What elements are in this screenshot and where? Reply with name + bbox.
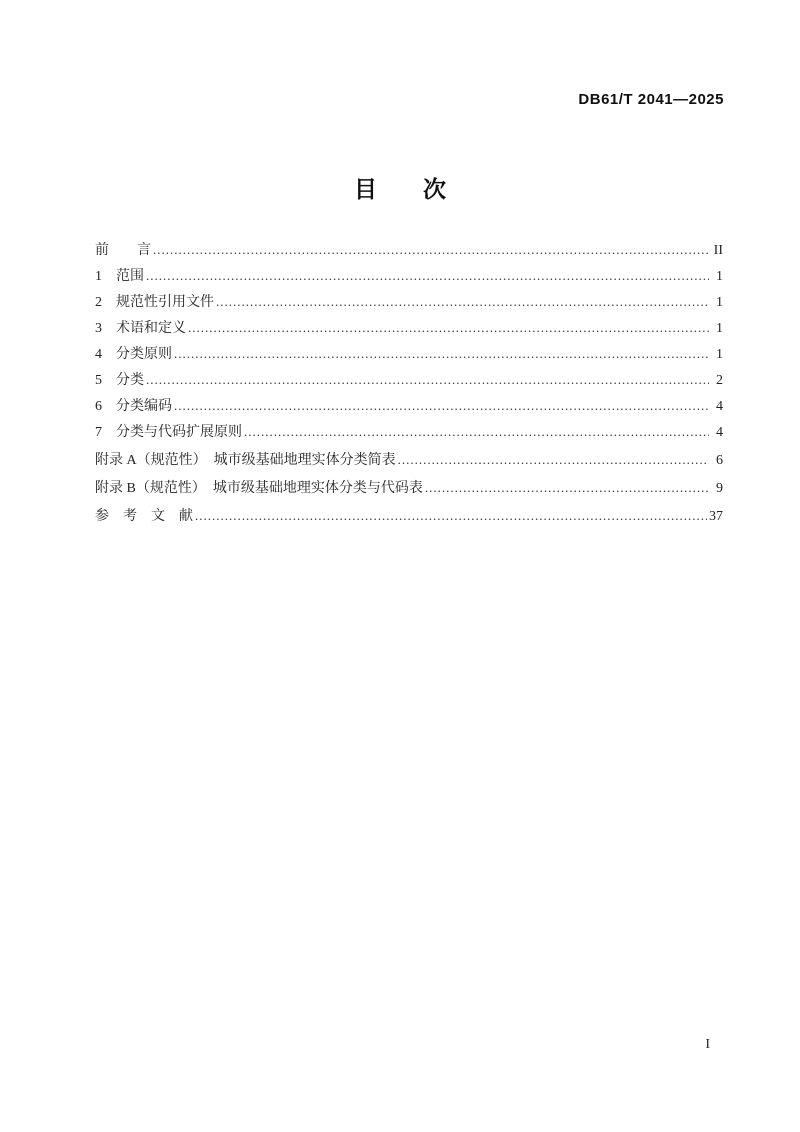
toc-entry	[95, 289, 723, 315]
toc-entry-label: 参 考 文 献	[95, 509, 193, 524]
toc-entry-page: 4	[716, 425, 723, 440]
dot-leader	[174, 341, 709, 368]
dot-leader	[174, 393, 709, 420]
footer-page-number: I	[705, 1037, 710, 1052]
dot-leader	[146, 367, 709, 394]
dot-leader	[398, 447, 709, 474]
toc-entry	[95, 419, 723, 445]
toc-entry-page: 37	[709, 509, 723, 524]
toc-entry	[95, 341, 723, 367]
toc-entry-page: 1	[716, 295, 723, 310]
document-code: DB61/T 2041—2025	[578, 91, 724, 108]
toc-entry-label: 附录 B（规范性） 城市级基础地理实体分类与代码表	[95, 481, 423, 496]
toc-entry-label: 5 分类	[95, 373, 144, 388]
toc-entry-label: 前 言	[95, 243, 151, 258]
toc-entry-page: 9	[716, 481, 723, 496]
toc-entry	[95, 447, 723, 473]
toc-entry-page: 6	[716, 453, 723, 468]
page-title: 目 次	[354, 177, 446, 202]
toc-entry-label: 6 分类编码	[95, 399, 172, 414]
toc-entry-page: 1	[716, 321, 723, 336]
dot-leader	[425, 475, 709, 502]
toc-entry	[95, 475, 723, 501]
table-of-contents	[95, 237, 723, 529]
toc-entry	[95, 263, 723, 289]
toc-entry-label: 4 分类原则	[95, 347, 172, 362]
toc-entry	[95, 393, 723, 419]
toc-entry	[95, 237, 723, 263]
toc-entry	[95, 503, 723, 529]
toc-entry-page: 1	[716, 347, 723, 362]
dot-leader	[244, 419, 709, 446]
dot-leader	[188, 315, 709, 342]
dot-leader	[195, 503, 707, 530]
toc-entry-page: 1	[716, 269, 723, 284]
toc-entry-label: 3 术语和定义	[95, 321, 186, 336]
toc-entry-label: 2 规范性引用文件	[95, 295, 214, 310]
dot-leader	[146, 263, 709, 290]
toc-entry-label: 附录 A（规范性） 城市级基础地理实体分类简表	[95, 453, 396, 468]
dot-leader	[153, 237, 709, 264]
dot-leader	[216, 289, 709, 316]
toc-entry-label: 7 分类与代码扩展原则	[95, 425, 242, 440]
toc-entry	[95, 367, 723, 393]
toc-entry-label: 1 范围	[95, 269, 144, 284]
toc-entry-page: 4	[716, 399, 723, 414]
toc-entry-page: II	[713, 243, 723, 258]
toc-entry	[95, 315, 723, 341]
toc-entry-page: 2	[716, 373, 723, 388]
